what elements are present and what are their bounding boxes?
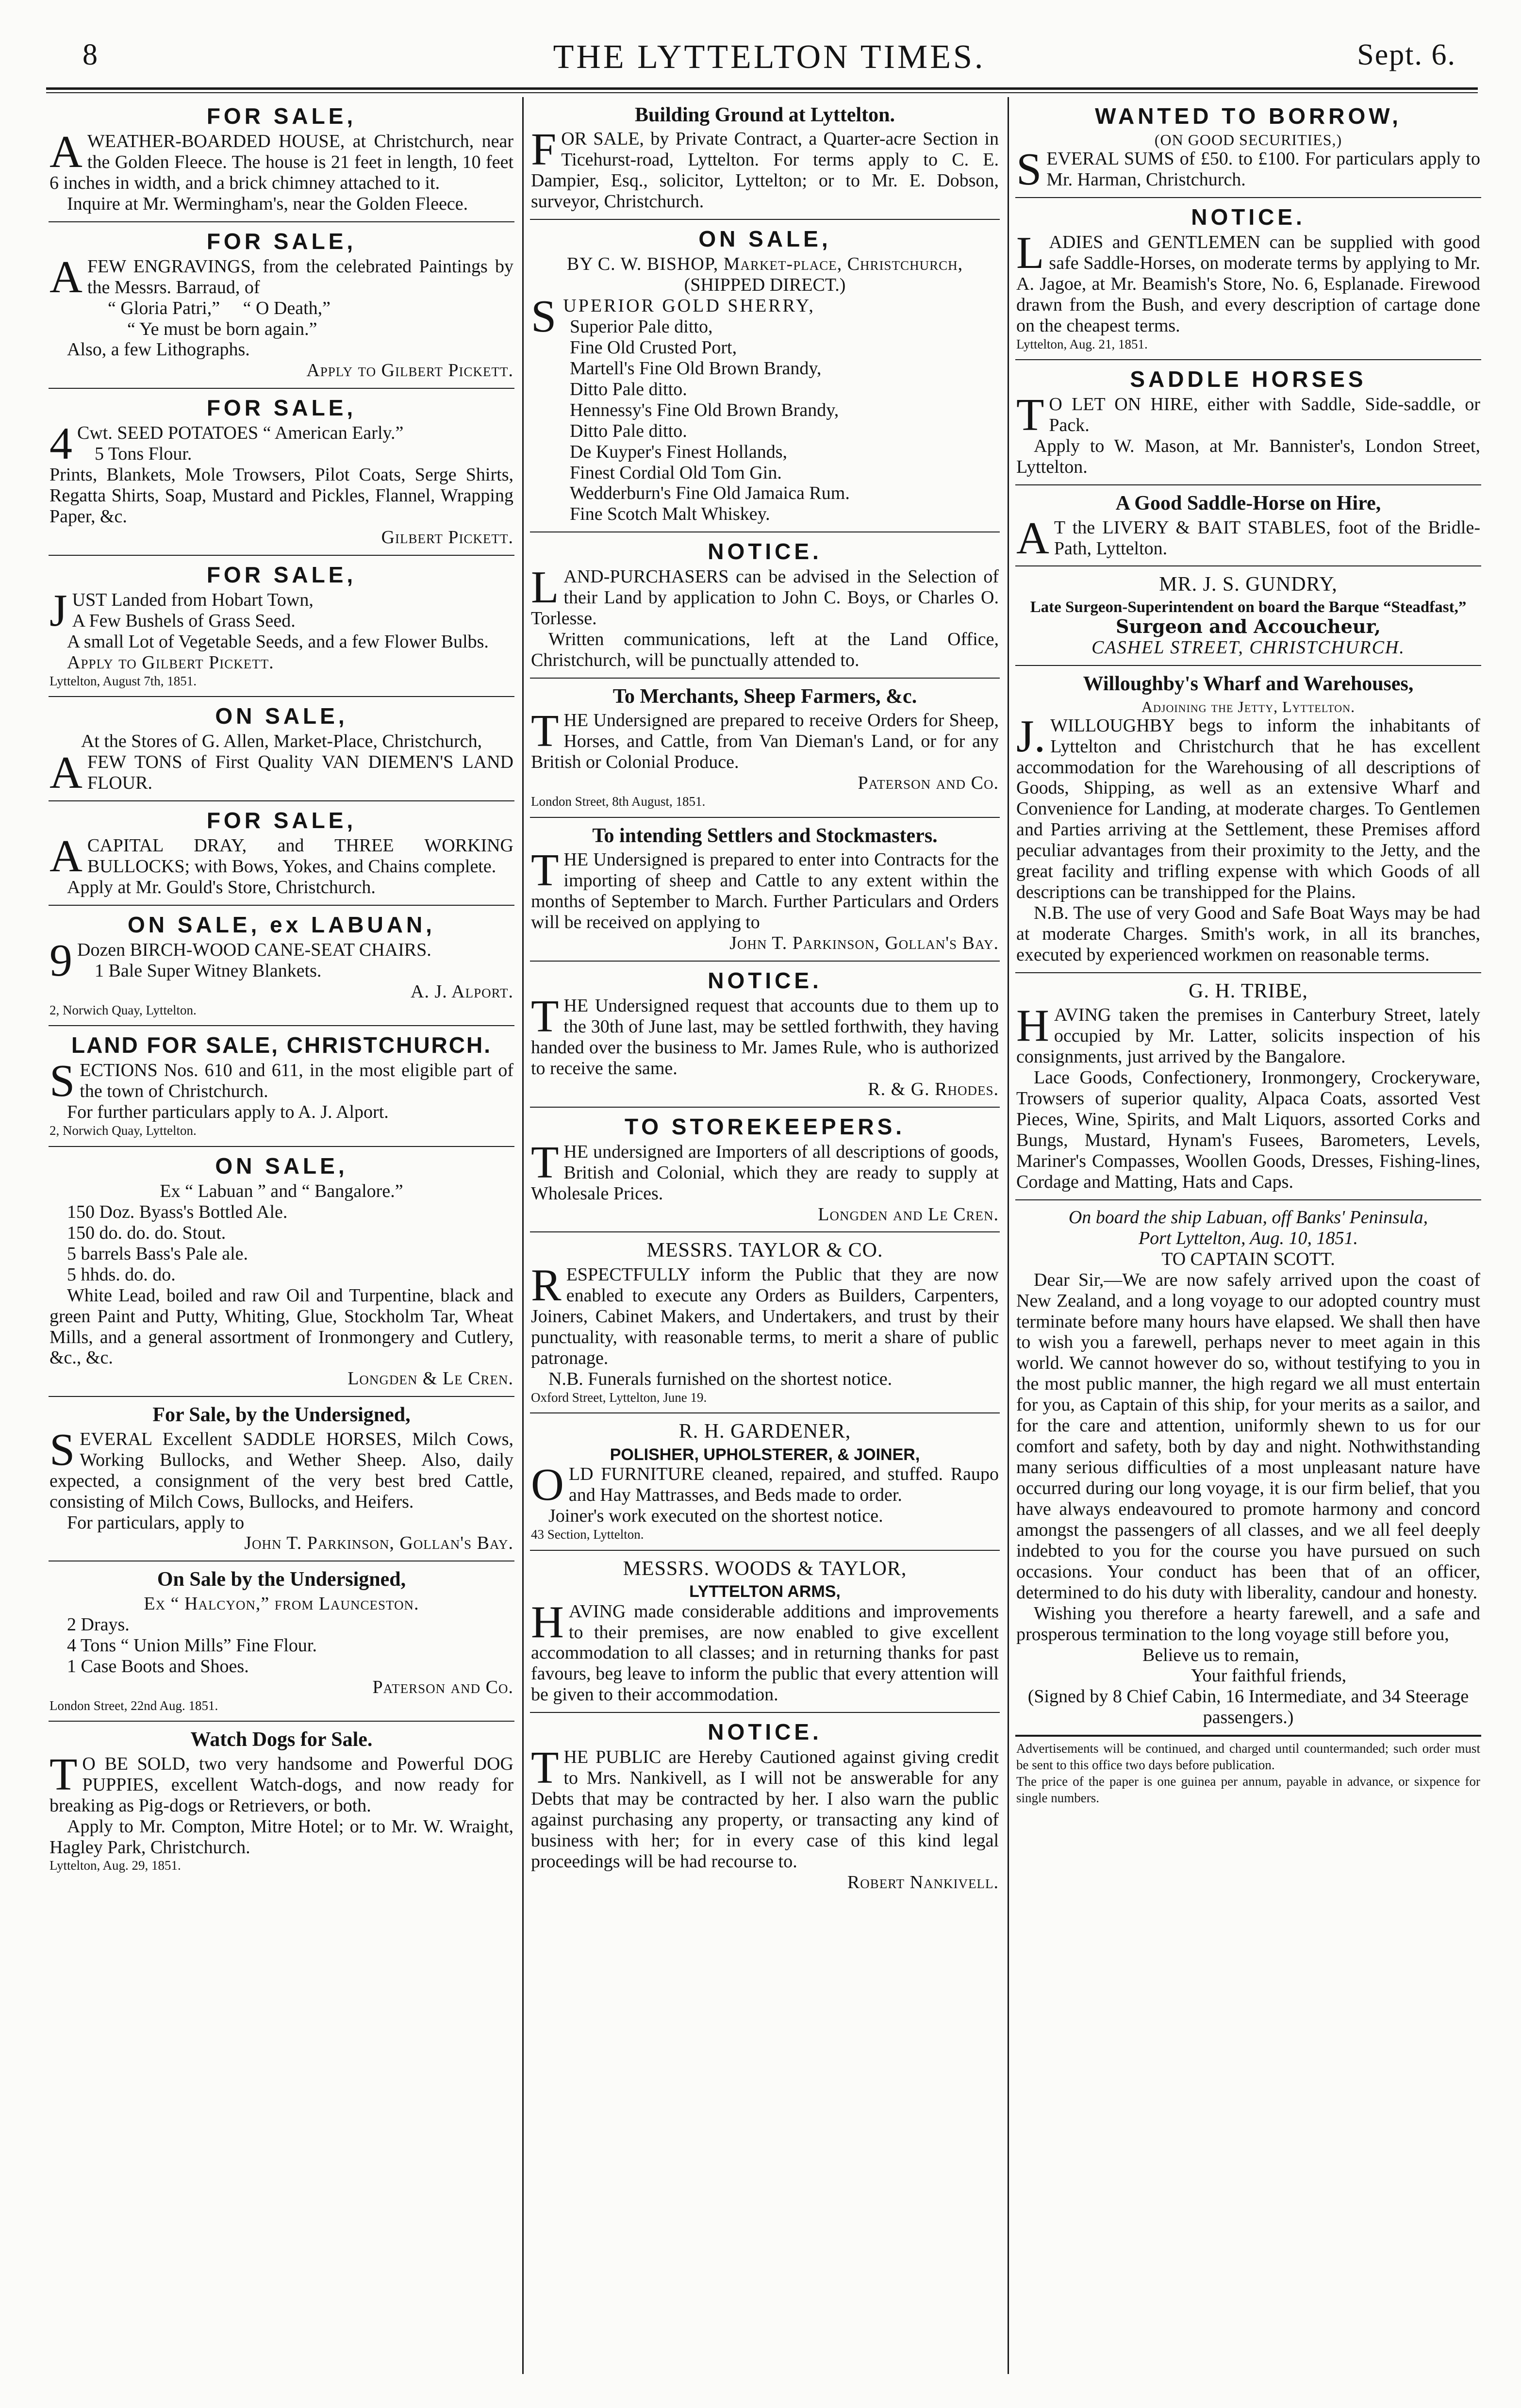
ad-heading: MR. J. S. GUNDRY, xyxy=(1159,573,1338,596)
letter-dateline: Port Lyttelton, Aug. 10, 1851. xyxy=(1138,1228,1358,1248)
page-number: 8 xyxy=(83,38,98,71)
ad-heading: WANTED TO BORROW, xyxy=(1095,103,1402,129)
drop-cap: J. xyxy=(1016,711,1046,762)
ad-body: White Lead, boiled and raw Oil and Turpentine, black and green Paint and Putty, Whiting, Glue, Stockholm Tar, Wheat Mills, and a general assortment of Ironmongery and Cutlery, &c., &c. xyxy=(50,1285,513,1368)
ad-saddle-horses-hire xyxy=(1015,360,1481,485)
ad-body: celebrated Paintings by the Messrs. Barraud, of xyxy=(87,256,513,298)
ad-woods-taylor xyxy=(530,1551,1000,1713)
drop-cap: J xyxy=(50,585,67,636)
ad-apply: Apply to Gilbert Pickett. xyxy=(67,652,274,673)
list-item: 2 Drays. xyxy=(67,1614,130,1635)
ad-date: Lyttelton, Aug. 29, 1851. xyxy=(50,1858,181,1873)
list-item: 5 barrels Bass's Pale ale. xyxy=(67,1243,248,1264)
ad-heading: TO STOREKEEPERS. xyxy=(624,1113,906,1139)
drop-cap: T xyxy=(531,1743,559,1794)
ad-heading: MESSRS. WOODS & TAYLOR, xyxy=(623,1557,907,1580)
list-item: 1 Case Boots and Shoes. xyxy=(67,1656,249,1677)
column-2 xyxy=(530,97,1000,2379)
ad-lead: FEW TONS of First Quality VAN DIEMEN'S LAND FLOUR. xyxy=(87,752,513,794)
ad-taylor-co xyxy=(530,1232,1000,1413)
painting-title: “ Gloria Patri,” xyxy=(108,298,220,318)
drop-cap: 4 xyxy=(50,418,72,469)
list-item: Ditto Pale ditto. xyxy=(570,420,687,441)
ad-heading: G. H. TRIBE, xyxy=(1189,980,1308,1002)
ad-heading: NOTICE. xyxy=(708,539,822,565)
ad-line: Late Surgeon-Superintendent on board the Barque “Steadfast,” xyxy=(1030,598,1467,616)
ad-lead: EVERAL SUMS of £50. to £100. For particulars apply to Mr. Harman, Christchurch. xyxy=(1046,149,1480,190)
ad-body: at Christchurch, near the Golden Fleece. The house is 21 feet in length, 10 feet 6 inches in width, and a brick chimney attached to it. xyxy=(50,131,513,193)
drop-cap: O xyxy=(531,1460,564,1511)
issue-date: Sept. 6. xyxy=(1357,38,1456,71)
ad-lead: T the LIVERY & BAIT STABLES, foot of the Bridle-Path, Lyttelton. xyxy=(1054,517,1480,559)
ad-subheading: POLISHER, UPHOLSTERER, & JOINER, xyxy=(610,1445,920,1464)
ad-engravings xyxy=(49,222,514,389)
ad-heading: A Good Saddle-Horse on Hire, xyxy=(1115,492,1381,515)
column-1 xyxy=(49,97,514,2379)
list-item: 150 Doz. Byass's Bottled Ale. xyxy=(67,1201,288,1222)
drop-cap: S xyxy=(50,1424,75,1475)
ad-heading: LAND FOR SALE, CHRISTCHURCH. xyxy=(71,1032,492,1058)
drop-cap: A xyxy=(50,747,83,798)
ad-willoughby-wharf xyxy=(1015,666,1481,973)
ad-subheading: Adjoining the Jetty, Lyttelton. xyxy=(1141,697,1356,715)
ad-lead: HE Undersigned is prepared to enter into Contracts for the importing of sheep and Cattle to any extent within the months of September to March. Further Particulars and Orders will be received on applying to xyxy=(531,849,999,933)
ad-address: London Street, 22nd Aug. 1851. xyxy=(50,1698,218,1713)
ad-settlers xyxy=(530,818,1000,962)
ad-flour xyxy=(49,697,514,801)
ad-subheading: BY C. W. BISHOP, Market-place, Christchurch, xyxy=(566,254,963,275)
ad-body: Written communications, left at the Land Office, Christchurch, will be punctually attended to. xyxy=(531,629,999,671)
notice-text: The price of the paper is one guinea per annum, payable in advance, or sixpence for single numbers. xyxy=(1016,1774,1480,1805)
ad-subheading: (SHIPPED DIRECT.) xyxy=(684,275,846,296)
ad-heading: Building Ground at Lyttelton. xyxy=(634,104,895,126)
ad-signature: Robert Nankivell. xyxy=(847,1872,999,1893)
drop-cap: A xyxy=(50,831,83,882)
list-item: 4 Tons “ Union Mills” Fine Flour. xyxy=(67,1635,317,1656)
publisher-notice xyxy=(1015,1736,1481,1813)
ad-heading: Willoughby's Wharf and Warehouses, xyxy=(1083,673,1414,696)
ad-body: A small Lot of Vegetable Seeds, and a few Flower Bulbs. xyxy=(67,631,489,652)
ad-lead: AVING made considerable additions and improvements to their premises, are now enabled to give excellent accommodation to all classes; and in returning thanks for past favours, beg leave to inform the public that every attention will be given to their accommodation. xyxy=(531,1601,999,1705)
drop-cap: T xyxy=(50,1749,78,1800)
drop-cap: T xyxy=(531,991,559,1042)
ad-signature: A. J. Alport. xyxy=(411,981,513,1002)
list-item: De Kuyper's Finest Hollands, xyxy=(570,441,788,462)
ad-signature: John T. Parkinson, Gollan's Bay. xyxy=(729,933,999,954)
ad-subheading: LYTTELTON ARMS, xyxy=(689,1582,841,1601)
ad-heading: ON SALE, xyxy=(215,703,348,729)
ad-tribe xyxy=(1015,973,1481,1200)
letter-addressee: TO CAPTAIN SCOTT. xyxy=(1161,1248,1335,1269)
ad-lead: Dozen BIRCH-WOOD CANE-SEAT CHAIRS. xyxy=(77,939,431,960)
ad-signature: Paterson and Co. xyxy=(858,773,999,794)
ad-heading: Watch Dogs for Sale. xyxy=(190,1728,373,1751)
ad-heading: R. H. GARDENER, xyxy=(678,1420,851,1443)
newspaper-title: THE LYTTELTON TIMES. xyxy=(553,38,986,76)
ad-lead: ADIES and GENTLEMEN can be supplied with good safe Saddle-Horses, on moderate terms by applying to Mr. A. Jagoe, at Mr. Beamish's Store, No. 6, Esplanade. Firewood drawn from the Bush, and every description of cartage done on the cheapest terms. xyxy=(1016,232,1480,336)
ad-further: For further particulars apply to A. J. Alport. xyxy=(67,1102,389,1123)
ad-address: 2, Norwich Quay, Lyttelton. xyxy=(50,1002,197,1017)
drop-cap: R xyxy=(531,1260,562,1311)
ad-subheading: (ON GOOD SECURITIES,) xyxy=(1154,131,1342,149)
masthead-rule xyxy=(46,87,1478,90)
ad-address: 43 Section, Lyttelton. xyxy=(531,1527,644,1542)
drop-cap: T xyxy=(531,1137,559,1188)
column-3 xyxy=(1015,97,1481,2379)
ad-date: Lyttelton, Aug. 21, 1851. xyxy=(1016,336,1148,351)
ad-body: Joiner's work executed on the shortest notice. xyxy=(548,1506,883,1527)
ad-heading: ON SALE, xyxy=(698,226,831,252)
ad-signature: Gilbert Pickett. xyxy=(381,527,513,548)
ad-signature: Longden and Le Cren. xyxy=(818,1204,999,1225)
drop-cap: F xyxy=(531,124,557,175)
ad-heading: NOTICE. xyxy=(708,1719,822,1745)
ad-subheading: At the Stores of G. Allen, Market-Place, Christchurch, xyxy=(81,731,482,752)
drop-cap: A xyxy=(50,251,83,302)
ad-lead: HE PUBLIC are Hereby Cautioned against giving credit to Mrs. Nankivell, as I will not be answerable for any Debts that may be contracted by her. I also warn the public against purchasing any property, or transacting any kind of business with her; for in every case of this kind legal proceedings will be had recourse to. xyxy=(531,1747,999,1872)
drop-cap: S xyxy=(1016,144,1042,195)
ad-signature: Paterson and Co. xyxy=(372,1677,513,1697)
list-item: Wedderburn's Fine Old Jamaica Rum. xyxy=(570,483,850,504)
ad-lead: EVERAL Excellent SADDLE HORSES, Milch Cows, Working Bullocks, and Wether Sheep. Also, daily expected, a consignment of the very best bred Cattle, consisting of Milch Cows, Bullocks, and Heifers. xyxy=(50,1428,513,1512)
letter-dateline: On board the ship Labuan, off Banks' Peninsula, xyxy=(1068,1207,1428,1228)
ad-address: Oxford Street, Lyttelton, June 19. xyxy=(531,1390,707,1405)
ad-wanted-to-borrow xyxy=(1015,97,1481,198)
drop-cap: A xyxy=(1016,513,1049,564)
ad-signature: R. & G. Rhodes. xyxy=(868,1079,999,1099)
ad-house-for-sale xyxy=(49,97,514,222)
ad-apply: Apply to Mr. Compton, Mitre Hotel; or to Mr. W. Wraight, Hagley Park, Christchurch. xyxy=(50,1816,513,1858)
column-divider xyxy=(1008,97,1009,2374)
ad-lead: HE Undersigned request that accounts due to them up to the 30th of June last, may be settled forthwith, they having handed over the business to Mr. James Rule, who is authorized to receive the same. xyxy=(531,996,999,1079)
ad-lead: UST Landed from Hobart Town, xyxy=(72,589,314,610)
ad-saddle-horses-jagoe xyxy=(1015,198,1481,360)
letter-body: Dear Sir,—We are now safely arrived upon the coast of New Zealand, and a long voyage to our adopted country must terminate before many hours have elapsed. We shall then have to wish you a farewell, perhaps never to meet again in this world. We cannot however do so, without testifying to you in the most public manner, the high regard we all must entertain for you, as Captain of this ship, for your merits as a sailor, and for the care and attention, uniformly shewn to us for our comfort and safety, both by day and night. Nothwithstanding many serious difficulties of a most unpleasant nature have occurred during our long voyage, it is our firm belief, that you have always endeavoured to promote harmony and concord amongst the passengers of all classes, and we all feel deeply indebted to you for the course you have pursued on such occasions. Your conduct has been that of an officer, determined to do his duty with liberality, candour and honesty. xyxy=(1016,1269,1480,1603)
ad-lead: WEATHER-BOARDED HOUSE, xyxy=(87,131,345,151)
ad-lead: HE Undersigned are prepared to receive Orders for Sheep, Horses, and Cattle, from Van Dieman's Land, or for any British or Colonial Produce. xyxy=(531,710,999,773)
letter-signed: (Signed by 8 Chief Cabin, 16 Intermediate, and 34 Steerage passengers.) xyxy=(1027,1686,1469,1728)
ad-body: Prints, Blankets, Mole Trowsers, Pilot Coats, Serge Shirts, Regatta Shirts, Soap, Mustard and Pickles, Flannel, Wrapping Paper, &c. xyxy=(50,465,513,527)
ad-heading: FOR SALE, xyxy=(206,808,357,833)
ad-nankivell-notice xyxy=(530,1713,1000,1900)
ad-seed-potatoes xyxy=(49,389,514,556)
list-item: 150 do. do. do. Stout. xyxy=(67,1222,226,1243)
drop-cap: T xyxy=(1016,390,1044,441)
letter-closing: Believe us to remain, xyxy=(1142,1644,1299,1665)
ad-hobart-seeds xyxy=(49,556,514,697)
ad-ale-ironmongery xyxy=(49,1147,514,1397)
notice-text: Advertisements will be continued, and charged until countermanded; such order must be sent to this office two days before publication. xyxy=(1016,1741,1480,1772)
ad-heading: NOTICE. xyxy=(1191,204,1306,230)
ad-gundry xyxy=(1015,566,1481,666)
ad-apply: Apply to Gilbert Pickett. xyxy=(306,360,513,381)
ad-heading: ON SALE, ex LABUAN, xyxy=(128,912,435,937)
drop-cap: 9 xyxy=(50,935,72,986)
ad-watch-dogs xyxy=(49,1722,514,1881)
ad-line: A Few Bushels of Grass Seed. xyxy=(72,610,296,631)
column-divider xyxy=(522,97,524,2374)
ad-storekeepers xyxy=(530,1108,1000,1233)
ad-lead: O LET ON HIRE, either with Saddle, Side-saddle, or Pack. xyxy=(1049,394,1480,436)
ad-heading: MESSRS. TAYLOR & CO. xyxy=(646,1239,883,1262)
ad-apply: For particulars, apply to xyxy=(67,1512,245,1533)
list-item: Superior Pale ditto, xyxy=(570,316,713,337)
ad-lead: UPERIOR GOLD SHERRY, xyxy=(563,296,815,316)
ad-heading: SADDLE HORSES xyxy=(1130,366,1367,392)
painting-title: “ O Death,” xyxy=(243,298,331,318)
list-item: Fine Scotch Malt Whiskey. xyxy=(570,504,770,525)
ad-dray-bullocks xyxy=(49,801,514,906)
ad-chairs xyxy=(49,906,514,1027)
masthead-rule-thin xyxy=(46,92,1478,93)
ad-building-ground xyxy=(530,97,1000,220)
list-item: Martell's Fine Old Brown Brandy, xyxy=(570,358,822,379)
ad-address: London Street, 8th August, 1851. xyxy=(531,794,706,809)
ad-apply: Apply at Mr. Gould's Store, Christchurch. xyxy=(67,877,376,897)
list-item: 5 hhds. do. do. xyxy=(67,1264,176,1285)
ad-date: Lyttelton, August 7th, 1851. xyxy=(50,673,197,688)
masthead xyxy=(83,38,1456,77)
ad-nb: N.B. Funerals furnished on the shortest notice. xyxy=(548,1368,893,1389)
ad-lead: LD FURNITURE cleaned, repaired, and stuffed. Raupo and Hay Mattrasses, and Beds made to order. xyxy=(568,1464,999,1506)
ad-livery-stables xyxy=(1015,485,1481,566)
ad-inquire: Inquire at Mr. Wermingham's, near the Golden Fleece. xyxy=(67,193,468,214)
ad-apply: Apply to W. Mason, at Mr. Bannister's, London Street, Lyttelton. xyxy=(1016,436,1480,478)
drop-cap: S xyxy=(50,1056,75,1107)
letter-captain-scott xyxy=(1015,1200,1481,1736)
ad-signature: Longden & Le Cren. xyxy=(347,1368,513,1389)
ad-heading: FOR SALE, xyxy=(206,395,357,421)
ad-heading: FOR SALE, xyxy=(206,103,357,129)
drop-cap: T xyxy=(531,706,559,757)
ad-lead: Cwt. SEED POTATOES “ American Early.” xyxy=(77,423,404,444)
ad-halcyon-goods xyxy=(49,1561,514,1722)
ad-lead: OR SALE, by Private Contract, a Quarter-acre Section in Ticehurst-road, Lyttelton. For terms apply to C. E. Dampier, Esq., solicitor, Lyttelton; or to Mr. E. Dobson, surveyor, Christchurch. xyxy=(531,129,999,212)
ad-subheading: Ex “ Halcyon,” from Launceston. xyxy=(144,1593,419,1614)
ad-heading: To intending Settlers and Stockmasters. xyxy=(592,824,938,847)
ad-heading: ON SALE, xyxy=(215,1153,348,1179)
letter-closing: Your faithful friends, xyxy=(1191,1665,1347,1686)
letter-body: Wishing you therefore a hearty farewell, and a safe and prosperous termination to the long voyage still before you, xyxy=(1016,1603,1480,1644)
drop-cap: T xyxy=(531,845,559,896)
ad-rhodes-notice xyxy=(530,962,1000,1108)
ad-bishop-spirits xyxy=(530,220,1000,532)
ad-line: 1 Bale Super Witney Blankets. xyxy=(95,960,322,981)
ad-signature: John T. Parkinson, Gollan's Bay. xyxy=(244,1533,513,1554)
ad-heading: FOR SALE, xyxy=(206,562,357,587)
ad-also: Also, a few Lithographs. xyxy=(67,339,250,360)
list-item: Fine Old Crusted Port, xyxy=(570,337,737,358)
drop-cap: H xyxy=(1016,1000,1049,1051)
ad-body: Lace Goods, Confectionery, Ironmongery, Crockeryware, Trowsers of superior quality, Alpaca Coats, assorted Vest Pieces, Wine, Spirits, and Malt Liquors, assorted Corks and Bungs, Mustard, Hynam's Fusees, Barometers, Levels, Mariner's Compasses, Woollen Goods, Dresses, Fishing-lines, Cordage and Matting, Hats and Caps. xyxy=(1016,1067,1480,1192)
ad-address: 2, Norwich Quay, Lyttelton. xyxy=(50,1123,197,1138)
drop-cap: S xyxy=(531,291,559,342)
drop-cap: L xyxy=(1016,227,1044,278)
ad-lead: CAPITAL DRAY, and THREE WORKING BULLOCKS; with Bows, Yokes, and Chains complete. xyxy=(87,835,513,877)
ad-nb: N.B. The use of very Good and Safe Boat Ways may be had at moderate Charges. Smith's work, in all its branches, executed by experienced workmen on reasonable terms. xyxy=(1016,903,1480,965)
list-item: Hennessy's Fine Old Brown Brandy, xyxy=(570,399,839,420)
ad-heading: FOR SALE, xyxy=(206,228,357,254)
ad-lead: ESPECTFULLY inform the Public that they are now enabled to execute any Orders as Builders, Carpenters, Joiners, Cabinet Makers, and Undertakers, and trust by their punctuality, with reasonable terms, to merit a share of public patronage. xyxy=(531,1264,999,1368)
ad-heading: NOTICE. xyxy=(708,968,822,994)
ad-merchants xyxy=(530,679,1000,818)
drop-cap: A xyxy=(50,126,83,177)
ad-land-purchasers xyxy=(530,532,1000,679)
ad-lead: ECTIONS Nos. 610 and 611, in the most eligible part of the town of Christchurch. xyxy=(80,1060,513,1102)
ad-lead: HE undersigned are Importers of all descriptions of goods, British and Colonial, which they are ready to supply at Wholesale Prices. xyxy=(531,1141,999,1204)
ad-heading: For Sale, by the Undersigned, xyxy=(152,1404,411,1427)
ad-lead: FEW ENGRAVINGS, from the xyxy=(87,256,329,277)
list-item: Finest Cordial Old Tom Gin. xyxy=(570,462,782,483)
ad-subheading: Ex “ Labuan ” and “ Bangalore.” xyxy=(160,1180,403,1201)
ad-line: CASHEL STREET, CHRISTCHURCH. xyxy=(1091,637,1405,658)
ad-line: 5 Tons Flour. xyxy=(95,444,192,465)
ad-lead: WILLOUGHBY begs to inform the inhabitants of Lyttelton and Christchurch that he has excellent accommodation for the Warehousing of all descriptions of Goods, Shipping, as well as an extensive Wharf and Convenience for Landing, at moderate charges. To Gentlemen and Parties arriving at the Settlement, these Premises afford peculiar advantages from their proximity to the Jetty, and the great facility and trifling expense with which Goods of all descriptions can be transhipped for the Plains. xyxy=(1016,715,1480,903)
ad-saddle-horses-sale xyxy=(49,1397,514,1561)
ad-lead: AND-PURCHASERS can be advised in the Selection of their Land by application to John C. Boys, or Charles O. Torlesse. xyxy=(531,566,999,629)
list-item: Ditto Pale ditto. xyxy=(570,379,687,399)
ad-line: Surgeon and Accoucheur, xyxy=(1116,615,1381,638)
ad-gardener xyxy=(530,1413,1000,1550)
ad-heading: To Merchants, Sheep Farmers, &c. xyxy=(612,685,917,708)
painting-title: “ Ye must be born again.” xyxy=(127,318,317,339)
ad-heading: On Sale by the Undersigned, xyxy=(157,1568,406,1591)
drop-cap: L xyxy=(531,562,559,613)
ad-land-christchurch xyxy=(49,1026,514,1147)
ad-lead: AVING taken the premises in Canterbury Street, lately occupied by Mr. Latter, solicits inspection of his consignments, just arrived by the Bangalore. xyxy=(1016,1005,1480,1067)
drop-cap: H xyxy=(531,1596,564,1647)
ad-lead: O BE SOLD, two very handsome and Powerful DOG PUPPIES, excellent Watch-dogs, and now ready for breaking as Pig-dogs or Retrievers, or both. xyxy=(50,1753,513,1816)
